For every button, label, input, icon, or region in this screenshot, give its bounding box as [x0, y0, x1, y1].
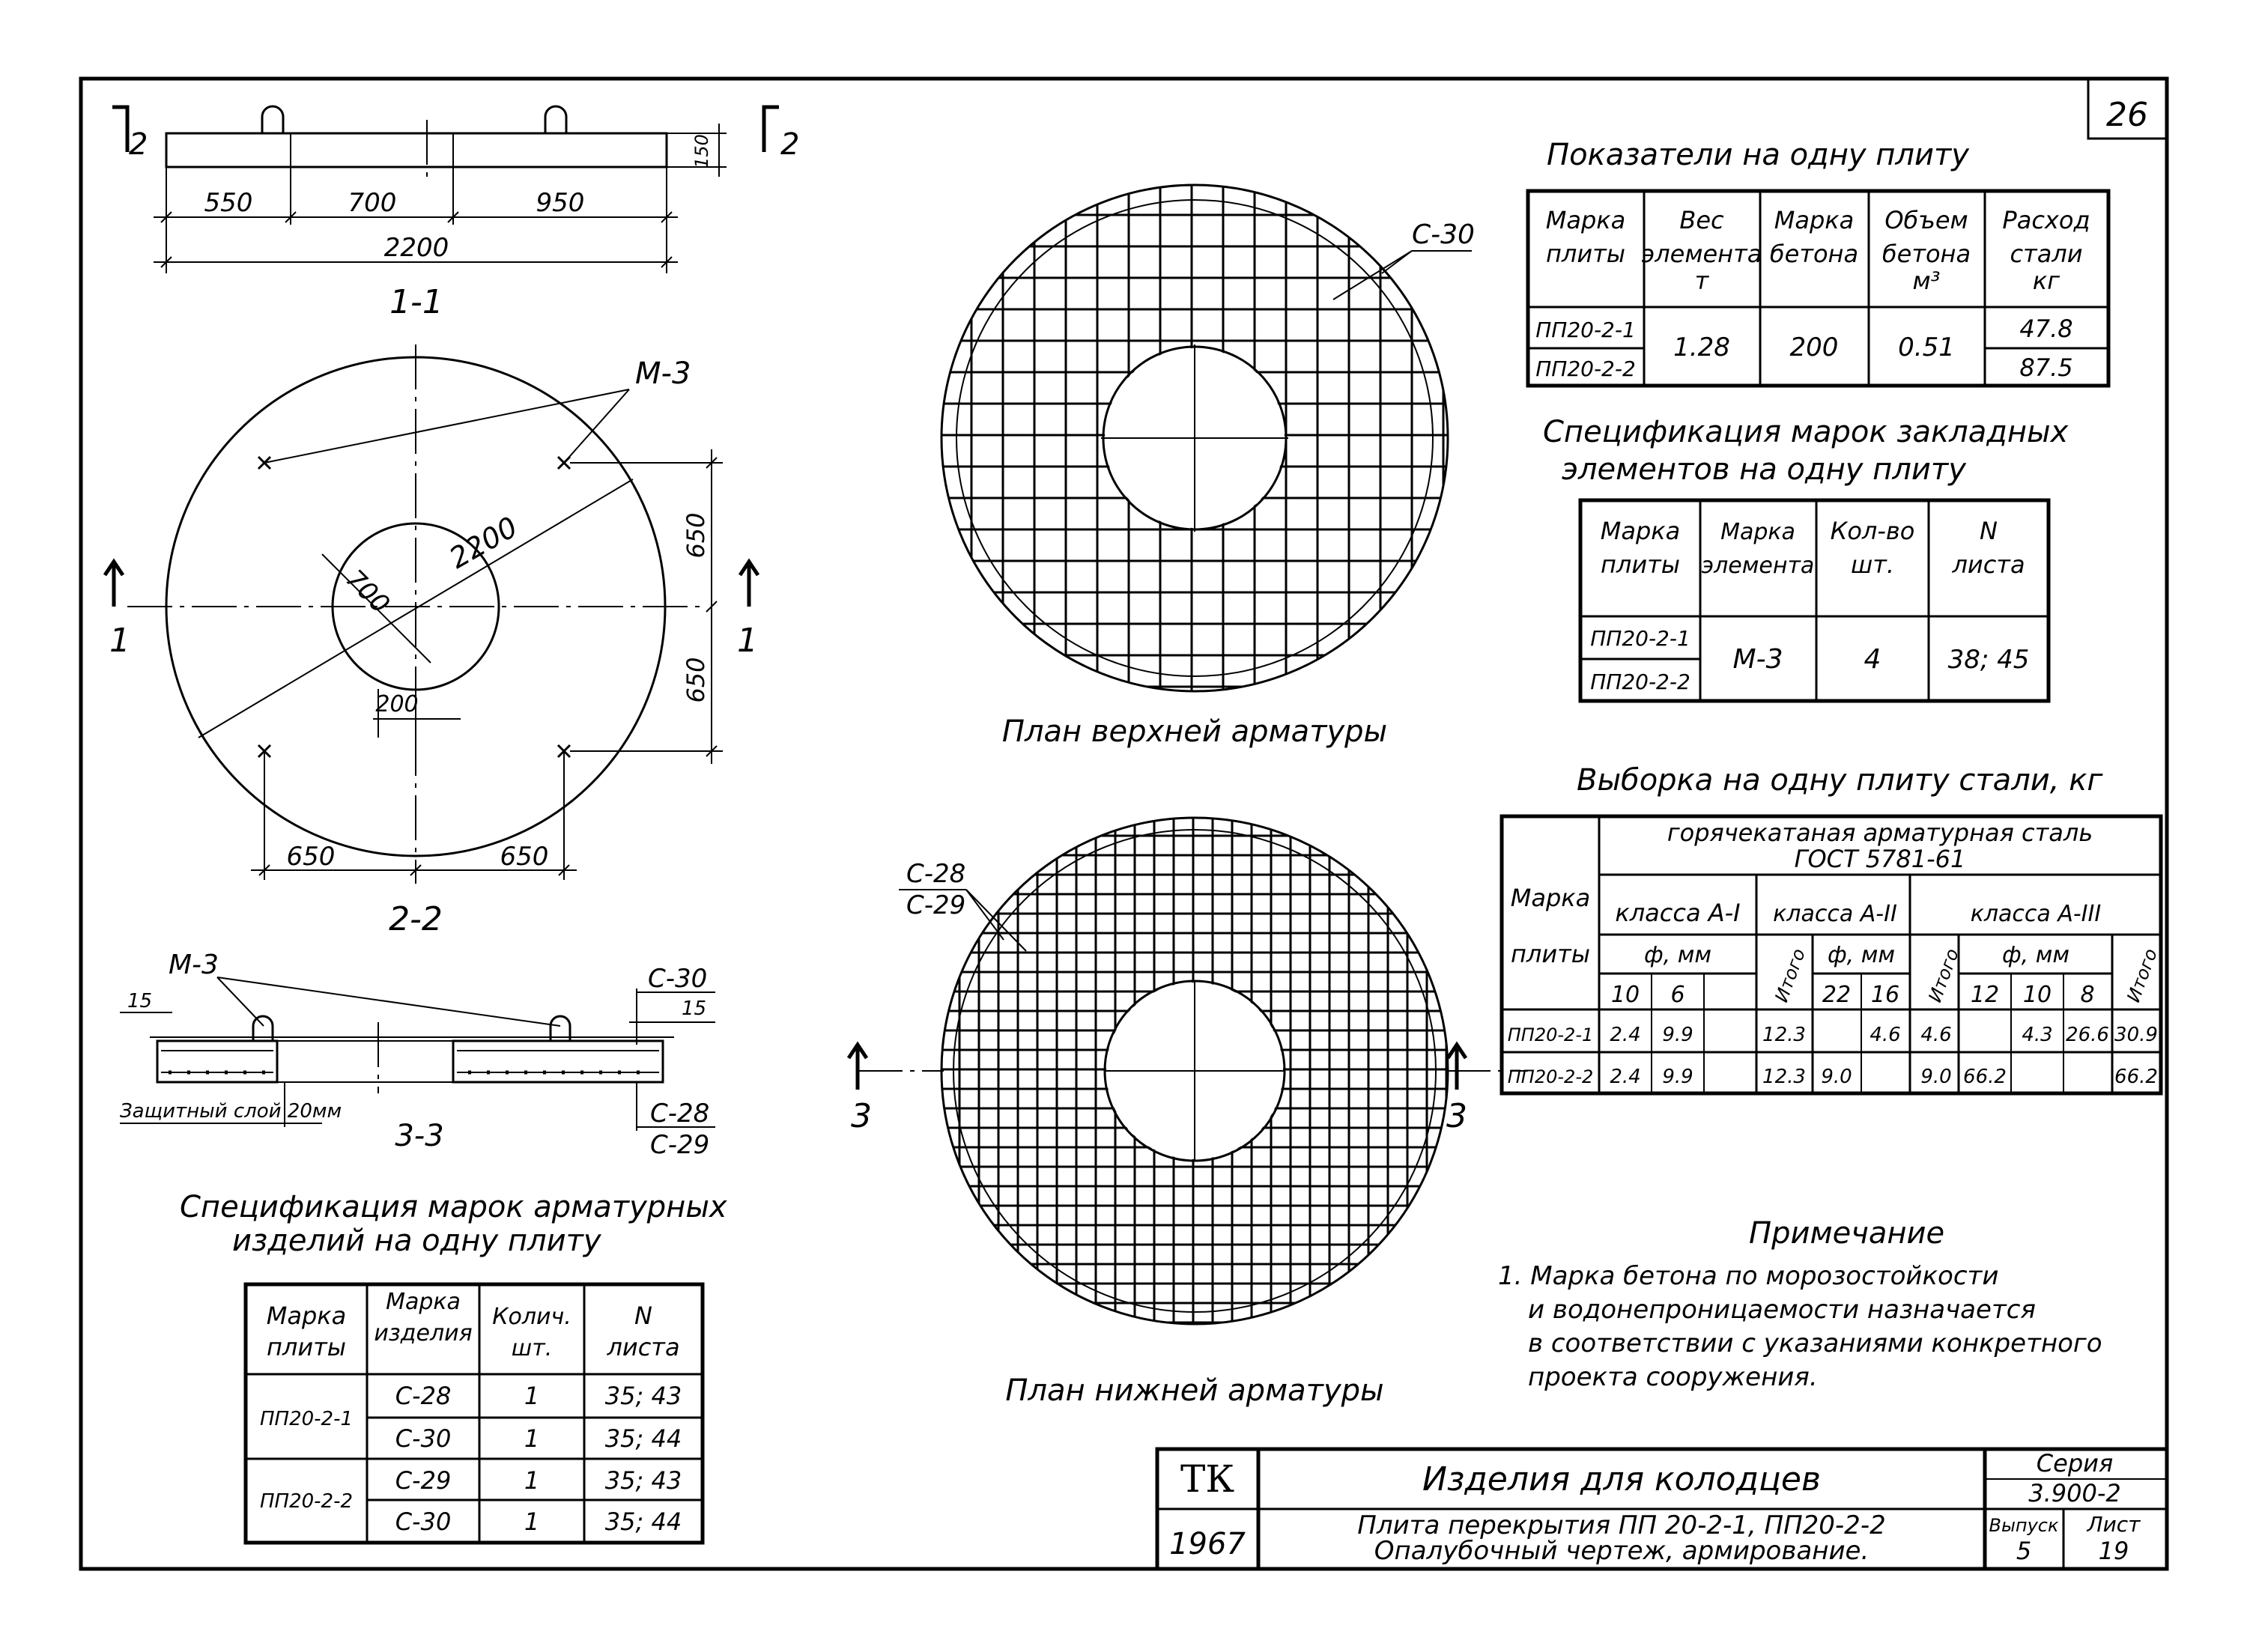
section-2-2	[105, 344, 758, 938]
steel-cell: 4.3	[2022, 1024, 2053, 1046]
sheet-corner-number: 26	[2106, 96, 2148, 134]
spec-reinf-title-2: изделий на одну плиту	[232, 1224, 601, 1258]
spec-reinf-cell: 35; 44	[604, 1424, 682, 1453]
steel-cell: 4.6	[1920, 1024, 1952, 1046]
label-c30: C-30	[648, 964, 708, 994]
plan-top-label: С-30	[1412, 219, 1475, 250]
dim-700: 700	[348, 188, 397, 218]
spec-reinf-h4: N листа	[607, 1302, 680, 1361]
ind-h5: Расход стали кг	[2002, 206, 2090, 295]
steel-header-top: горячекатаная арматурная сталь	[1667, 819, 2093, 847]
stamp-title: Изделия для колодцев	[1422, 1460, 1821, 1498]
spec-reinf-cell: 35; 44	[604, 1507, 682, 1536]
steel-title: Выборка на одну плиту стали, кг	[1577, 763, 2103, 798]
spec-reinf-cell: С-30	[395, 1507, 452, 1536]
emb-r2-mark: ПП20-2-2	[1590, 669, 1690, 694]
ind-h3: Марка бетона	[1769, 206, 1859, 268]
dim-650-right: 650	[500, 842, 549, 872]
steel-cell: 12.3	[1762, 1024, 1806, 1046]
steel-diam: 10	[2022, 982, 2052, 1008]
stamp-issue: 5	[2016, 1537, 2032, 1565]
note-line-1: 1. Марка бетона по морозостойкости	[1498, 1261, 1999, 1291]
stamp-sheet-label: Лист	[2087, 1512, 2141, 1537]
steel-class-1: класса А-I	[1615, 899, 1741, 927]
dim-550: 550	[204, 188, 253, 218]
spec-reinf-h2: Марка изделия	[374, 1289, 473, 1346]
dim-700-inner: 700	[339, 564, 395, 620]
emb-h2: Марка элемента	[1701, 519, 1815, 579]
plan-top-caption: План верхней арматуры	[1001, 714, 1388, 749]
stamp-subtitle-1: Плита перекрытия ПП 20-2-1, ПП20-2-2	[1357, 1510, 1886, 1540]
cut-mark-1-left: 1	[109, 622, 130, 660]
plan-bottom	[849, 816, 1528, 1408]
spec-reinf-cell: 1	[524, 1466, 540, 1495]
emb-r1-mark: ПП20-2-1	[1590, 626, 1690, 651]
steel-cell: ПП20-2-1	[1507, 1024, 1594, 1045]
title-block	[1157, 1449, 2167, 1569]
steel-total-2: Итого	[1924, 946, 1963, 1006]
stamp-issue-label: Выпуск	[1989, 1515, 2059, 1536]
emb-h4: N листа	[1952, 517, 2025, 579]
indicators-title: Показатели на одну плиту	[1547, 138, 1969, 172]
cut-mark-3-right: 3	[1446, 1097, 1467, 1135]
section-3-3-label: 3-3	[395, 1119, 444, 1153]
stamp-series: 3.900-2	[2028, 1479, 2121, 1507]
ind-weight: 1.28	[1673, 332, 1730, 362]
steel-cell: 66.2	[2114, 1066, 2158, 1088]
note	[1498, 1216, 2102, 1392]
plan-top	[940, 183, 1475, 749]
note-title: Примечание	[1749, 1216, 1945, 1251]
steel-class-3: класса А-III	[1970, 901, 2102, 927]
steel-total-1: Итого	[1771, 946, 1810, 1006]
steel-cell: 4.6	[1870, 1024, 1901, 1046]
steel-phi-1: ф, мм	[1644, 942, 1711, 968]
indicators	[1528, 138, 2108, 386]
steel-diam: 10	[1610, 982, 1640, 1008]
label-15-right: 15	[682, 997, 707, 1020]
cut-mark-2-left: 2	[129, 127, 148, 162]
steel-diam: 16	[1870, 982, 1900, 1008]
dim-950: 950	[536, 188, 585, 218]
stamp-year: 1967	[1169, 1527, 1246, 1561]
stamp-subtitle-2: Опалубочный чертеж, армирование.	[1374, 1536, 1870, 1566]
label-15-left: 15	[127, 990, 153, 1012]
steel	[1502, 763, 2162, 1093]
steel-cell: 9.0	[1821, 1066, 1852, 1088]
stamp-series-label: Серия	[2036, 1449, 2114, 1478]
spec-reinf-cell: С-29	[395, 1466, 452, 1495]
steel-total-3: Итого	[2123, 946, 2162, 1006]
spec-reinf-cell: 1	[524, 1382, 540, 1410]
dim-150: 150	[691, 134, 712, 168]
section-3-3	[120, 950, 715, 1160]
steel-phi-3: ф, мм	[2002, 942, 2069, 968]
steel-diam: 6	[1670, 982, 1685, 1008]
dim-2200-outer: 2200	[443, 510, 524, 575]
dim-650-up: 650	[682, 512, 710, 559]
plan-bottom-caption: План нижней арматуры	[1005, 1373, 1384, 1408]
steel-header-gost: ГОСТ 5781-61	[1794, 845, 1966, 873]
steel-cell: 2.4	[1610, 1024, 1641, 1046]
section-2-2-label: 2-2	[389, 900, 443, 938]
cut-mark-1-right: 1	[737, 622, 758, 660]
emb-sheets: 38; 45	[1947, 645, 2030, 675]
cut-mark-2-right: 2	[780, 127, 800, 162]
note-line-3: в соответствии с указаниями конкретного	[1528, 1328, 2102, 1358]
steel-cell: 9.0	[1920, 1066, 1952, 1088]
steel-class-2: класса А-II	[1773, 901, 1897, 927]
spec-reinf-cell: ПП20-2-2	[259, 1490, 354, 1513]
ind-h2: Вес элемента т	[1641, 206, 1762, 295]
spec-reinf	[180, 1190, 727, 1543]
steel-cell: 12.3	[1762, 1066, 1806, 1088]
label-c29: C-29	[650, 1130, 710, 1160]
note-line-4: проекта сооружения.	[1528, 1362, 1818, 1392]
dim-200: 200	[375, 691, 419, 717]
steel-cell: ПП20-2-2	[1507, 1066, 1594, 1087]
spec-reinf-cell: 1	[524, 1507, 540, 1536]
label-m3: M-3	[169, 950, 219, 980]
steel-cell: 30.9	[2114, 1024, 2158, 1046]
plan-bottom-label-c28: С-28	[906, 859, 966, 889]
emb-count: 4	[1864, 644, 1881, 675]
ind-concrete: 200	[1789, 332, 1839, 362]
ind-steel-1: 47.8	[2019, 315, 2073, 343]
spec-reinf-cell: С-30	[395, 1424, 452, 1453]
spec-reinf-h3: Колич. шт.	[492, 1304, 571, 1361]
dim-650-left: 650	[286, 842, 336, 872]
ind-steel-2: 87.5	[2019, 353, 2073, 382]
steel-col-mark: Марка плиты	[1510, 884, 1591, 968]
spec-reinf-cell: 35; 43	[604, 1466, 682, 1495]
emb-h1: Марка плиты	[1600, 517, 1681, 579]
embedded	[1543, 415, 2069, 701]
embedded-title-1: Спецификация марок закладных	[1543, 415, 2069, 449]
spec-reinf-title-1: Спецификация марок арматурных	[180, 1190, 727, 1224]
embedded-title-2: элементов на одну плиту	[1562, 452, 1966, 487]
steel-cell: 9.9	[1662, 1024, 1693, 1046]
dim-2200: 2200	[383, 233, 449, 263]
stamp-sheet: 19	[2098, 1537, 2129, 1565]
ind-volume: 0.51	[1898, 332, 1955, 362]
spec-reinf-cell: 1	[524, 1424, 540, 1453]
emb-h3: Кол-во шт.	[1830, 517, 1915, 579]
note-line-2: и водонепроницаемости назначается	[1528, 1295, 2036, 1325]
spec-reinf-cell: 35; 43	[604, 1382, 682, 1410]
embed-label-m3: M-3	[635, 356, 691, 391]
steel-phi-2: ф, мм	[1828, 942, 1895, 968]
ind-r1-mark: ПП20-2-1	[1535, 318, 1636, 342]
ind-r2-mark: ПП20-2-2	[1535, 356, 1636, 381]
steel-cell: 9.9	[1662, 1066, 1693, 1088]
ind-h4: Объем бетона м³	[1881, 206, 1971, 295]
section-1-1	[112, 106, 799, 321]
dim-650-down: 650	[682, 657, 710, 703]
steel-diam: 8	[2080, 982, 2095, 1008]
spec-reinf-cell: С-28	[395, 1382, 452, 1410]
steel-cell: 66.2	[1963, 1066, 2007, 1088]
cut-mark-3-left: 3	[851, 1097, 872, 1135]
steel-diam: 22	[1822, 982, 1852, 1008]
emb-element: М-3	[1732, 644, 1783, 675]
ind-h1: Марка плиты	[1545, 206, 1626, 268]
steel-diam: 12	[1970, 982, 2000, 1008]
steel-cell: 2.4	[1610, 1066, 1641, 1088]
spec-reinf-cell: ПП20-2-1	[259, 1408, 354, 1430]
label-c28: C-28	[650, 1099, 710, 1129]
section-1-1-label: 1-1	[389, 283, 443, 321]
plan-bottom-label-c29: С-29	[906, 890, 966, 920]
cover-note: Защитный слой 20мм	[120, 1100, 342, 1123]
steel-cell: 26.6	[2066, 1024, 2109, 1046]
spec-reinf-h1: Марка плиты	[266, 1302, 347, 1361]
stamp-org: ТК	[1180, 1457, 1235, 1501]
